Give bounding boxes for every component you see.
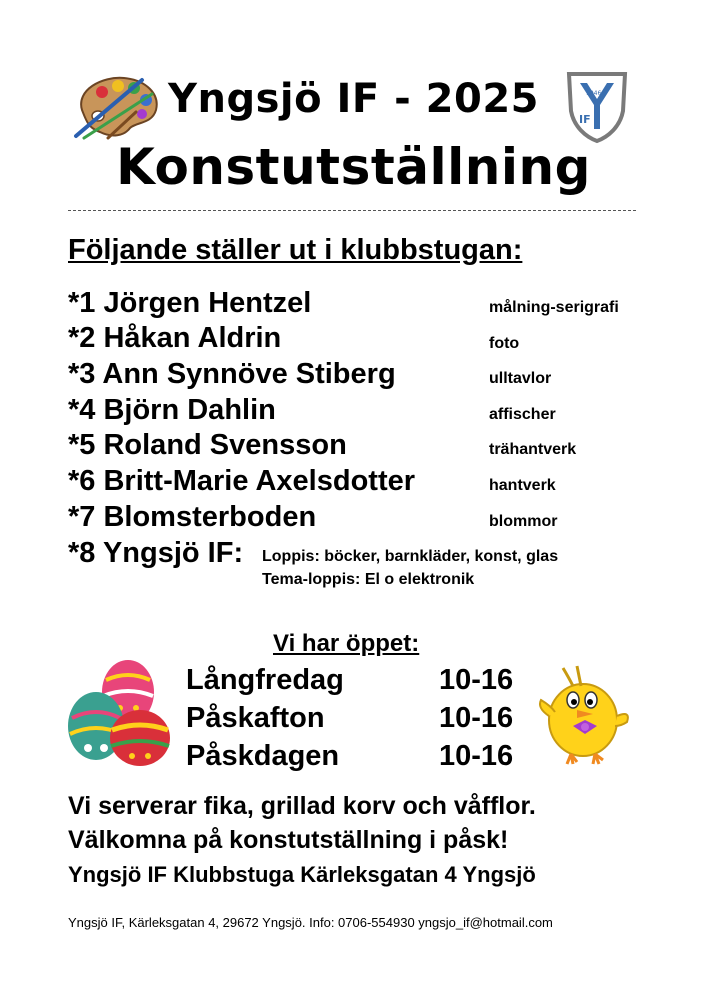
tema-loppis-line: Tema-loppis: El o elektronik	[262, 571, 475, 588]
opening-hours: 10-16	[439, 664, 514, 696]
exhibitor-name: *3 Ann Synnöve Stiberg	[68, 358, 396, 390]
exhibitors-heading: Följande ställer ut i klubbstugan:	[68, 234, 523, 266]
exhibitor-category: affischer	[489, 406, 556, 423]
exhibitor-name: *4 Björn Dahlin	[68, 394, 276, 426]
exhibitor-category: blommor	[489, 513, 558, 530]
opening-hours: 10-16	[439, 740, 514, 772]
exhibitor-category: hantverk	[489, 477, 556, 494]
exhibitor-category: trähantverk	[489, 441, 577, 458]
logo-year: 1946	[586, 90, 602, 97]
venue-address: Yngsjö IF Klubbstuga Kärleksgatan 4 Yngsjö	[68, 862, 536, 887]
opening-day: Påskdagen	[186, 740, 340, 772]
exhibitor-category: foto	[489, 335, 520, 352]
opening-day: Långfredag	[186, 664, 344, 696]
opening-hours: 10-16	[439, 702, 514, 734]
food-info: Vi serverar fika, grillad korv och våfflor.	[68, 792, 536, 820]
easter-chick-icon	[533, 660, 633, 770]
exhibitor-name: *1 Jörgen Hentzel	[68, 287, 312, 319]
exhibitor-name: *7 Blomsterboden	[68, 501, 317, 533]
exhibitor-category: målning-serigrafi	[489, 299, 619, 316]
exhibitor-category: ulltavlor	[489, 370, 552, 387]
club-logo-shield	[566, 71, 628, 143]
paint-palette-icon	[72, 72, 162, 142]
opening-day: Påskafton	[186, 702, 325, 734]
dashed-divider	[68, 210, 636, 211]
loppis-line: Loppis: böcker, barnkläder, konst, glas	[262, 548, 559, 565]
welcome-text: Välkomna på konstutställning i påsk!	[68, 826, 509, 854]
poster-title: Yngsjö IF - 2025	[168, 76, 539, 122]
exhibitor-8-label: *8 Yngsjö IF:	[68, 537, 244, 569]
poster-subtitle: Konstutställning	[116, 138, 591, 196]
opening-hours-heading: Vi har öppet:	[273, 630, 420, 657]
exhibitor-name: *6 Britt-Marie Axelsdotter	[68, 465, 416, 497]
exhibitor-name: *2 Håkan Aldrin	[68, 322, 282, 354]
easter-eggs-icon	[66, 660, 176, 768]
logo-initials: IF	[579, 113, 591, 126]
exhibitor-name: *5 Roland Svensson	[68, 429, 347, 461]
footer-contact: Yngsjö IF, Kärleksgatan 4, 29672 Yngsjö. Info: 0706-554930 yngsjo_if@hotmail.com	[68, 915, 553, 930]
